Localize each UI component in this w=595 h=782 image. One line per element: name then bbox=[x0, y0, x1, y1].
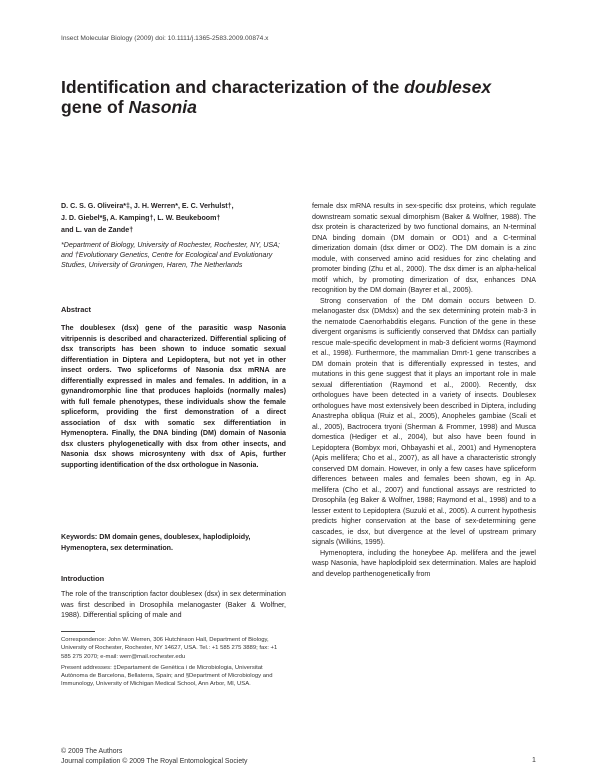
affiliations: *Department of Biology, University of Rochester, Rochester, NY, USA; and †Evolutionary Genetics, Centre for Ecological and Evolutionary Studies, University of Groningen, Haren, The Netherlands bbox=[61, 241, 280, 270]
copyright-footer: © 2009 The Authors Journal compilation © 2009 The Royal Entomological Society bbox=[61, 748, 248, 765]
abstract-text: The doublesex (dsx) gene of the parasitic wasp Nasonia vitripennis is described and characterized. Differential splicing of dsx transcripts has been shown to induce somatic sexual differentiation in Diptera and Lepidoptera, but not yet in other insect orders. Two spliceforms of Nasonia dsx mRNA are differentially expressed in males and females. In addition, in a gynandromorphic line that produces haploids (normally males) with full female phenotypes, these individuals show the female spliceform, providing the first demonstration of a direct association of dsx with somatic sex differentiation in Hymenoptera. Finally, the DNA binding (DM) domain of Nasonia dsx clusters phylogenetically with dsx from other insects, and Nasonia dsx shows microsynteny with dsx of Apis, further supporting identification of the dsx orthologue in Nasonia. bbox=[61, 324, 286, 469]
body-paragraph: Strong conservation of the DM domain occurs between D. melanogaster dsx (DMdsx) and the sex determining protein mab-3 in the nematode Caenorhabditis elegans. Function of the gene in these divergent organisms is sufficiently conserved that DMdsx can partially rescue male-specific development in mab-3 deficient worms (Raymond et al., 1998). Furthermore, the mammalian Dmrt-1 gene transcribes a DM domain protein that is differentially expressed in testes, and mutations in this gene suggest that it plays an important role in male sexual differentiation (Raymond et al., 2000). Recently, dsx orthologues have been detected in a variety of insects. Doublesex orthologues have most extensively been described in Diptera, including Anastrepha obliqua (Ruiz et al., 2005), Anopheles gambiae (Scali et al., 2005), Bactrocera tryoni (Sherman & Frommer, 1998) and Musca domestica (Hediger et al., 2004), but also have been found in Lepidoptera (Bombyx mori, Ohbayashi et al., 2001) and Hymenoptera (Apis mellifera; Cho et al., 2007), as all have a characteristic strongly conserved DM domain. However, in only a few cases have spliceform differences between males and females been shown, eg in Ap. mellifera (Cho et al., 2007) and functional assays are restricted to Drosophila (eg Baker & Wolfner, 1988; Raymond et al., 1998) and to a lesser extent to Lepidoptera (Suzuki et al., 2005). A current hypothesis predicts higher conservation at the base of sex-determining gene cascades, ie dsx, but divergence at the level of upstream primary signals (Wilkins, 1995). bbox=[312, 296, 536, 546]
present-addresses-note: Present addresses: ‡Departament de Genètica i de Microbiologia, Universitat Autònoma de Barcelona, Bellaterra, Spain; and §Department of Microbiology and Immunology, University of Michigan Medical School, Ann Arbor, MI, USA. bbox=[61, 664, 273, 688]
right-column-text bbox=[312, 201, 536, 579]
author-list bbox=[61, 201, 286, 236]
page-number: 1 bbox=[532, 757, 536, 764]
keywords: Keywords: DM domain genes, doublesex, haplodiploidy, Hymenoptera, sex determination. bbox=[61, 533, 251, 552]
journal-citation: Insect Molecular Biology (2009) doi: 10.1111/j.1365-2583.2009.00874.x bbox=[61, 35, 269, 42]
author-line: J. D. Giebel*§, A. Kamping†, L. W. Beukeboom† bbox=[61, 213, 221, 222]
footnotes bbox=[61, 636, 286, 689]
correspondence-note: Correspondence: John W. Werren, 306 Hutchinson Hall, Department of Biology, University of Rochester, Rochester, NY 14627, USA. Tel.: +1 585 275 3889; fax: +1 585 275 2070; e-mail: werr@mail.rochester.edu bbox=[61, 637, 278, 660]
introduction-heading: Introduction bbox=[61, 574, 105, 583]
abstract-heading: Abstract bbox=[61, 305, 91, 314]
body-paragraph: female dsx mRNA results in sex-specific dsx proteins, which regulate downstream somatic sexual dimorphism (Baker & Wolfner, 1988). The dsx protein is characterized by two functional domains, an N-terminal DNA binding domain (DM domain or OD1) and a C-terminal dimerization domain (dsx dimer or OD2). The DM domain is a zinc module, with conserved amino acid residues for zinc chelating and promoter binding (Zhu et al., 2000). The dsx dimer is an alpha-helical motif which, by promoting dimerization of dsx, enhances DNA recognition by the DM domain (Bayrer et al., 2005). bbox=[312, 202, 536, 294]
introduction-text: The role of the transcription factor doublesex (dsx) in sex determination was first described in Drosophila melanogaster (Baker & Wolfner, 1988). Differential splicing of male and bbox=[61, 590, 286, 619]
body-paragraph: Hymenoptera, including the honeybee Ap. mellifera and the jewel wasp Nasonia, have haplodiploid sex determination. Males are haploid and develop parthenogenetically from bbox=[312, 548, 536, 578]
paper-title: Identification and characterization of the doublesex gene of Nasonia bbox=[61, 77, 492, 117]
author-line: D. C. S. G. Oliveira*‡, J. H. Werren*, E. C. Verhulst†, bbox=[61, 202, 234, 210]
footnote-divider bbox=[61, 631, 95, 632]
author-line: and L. van de Zande† bbox=[61, 225, 134, 234]
